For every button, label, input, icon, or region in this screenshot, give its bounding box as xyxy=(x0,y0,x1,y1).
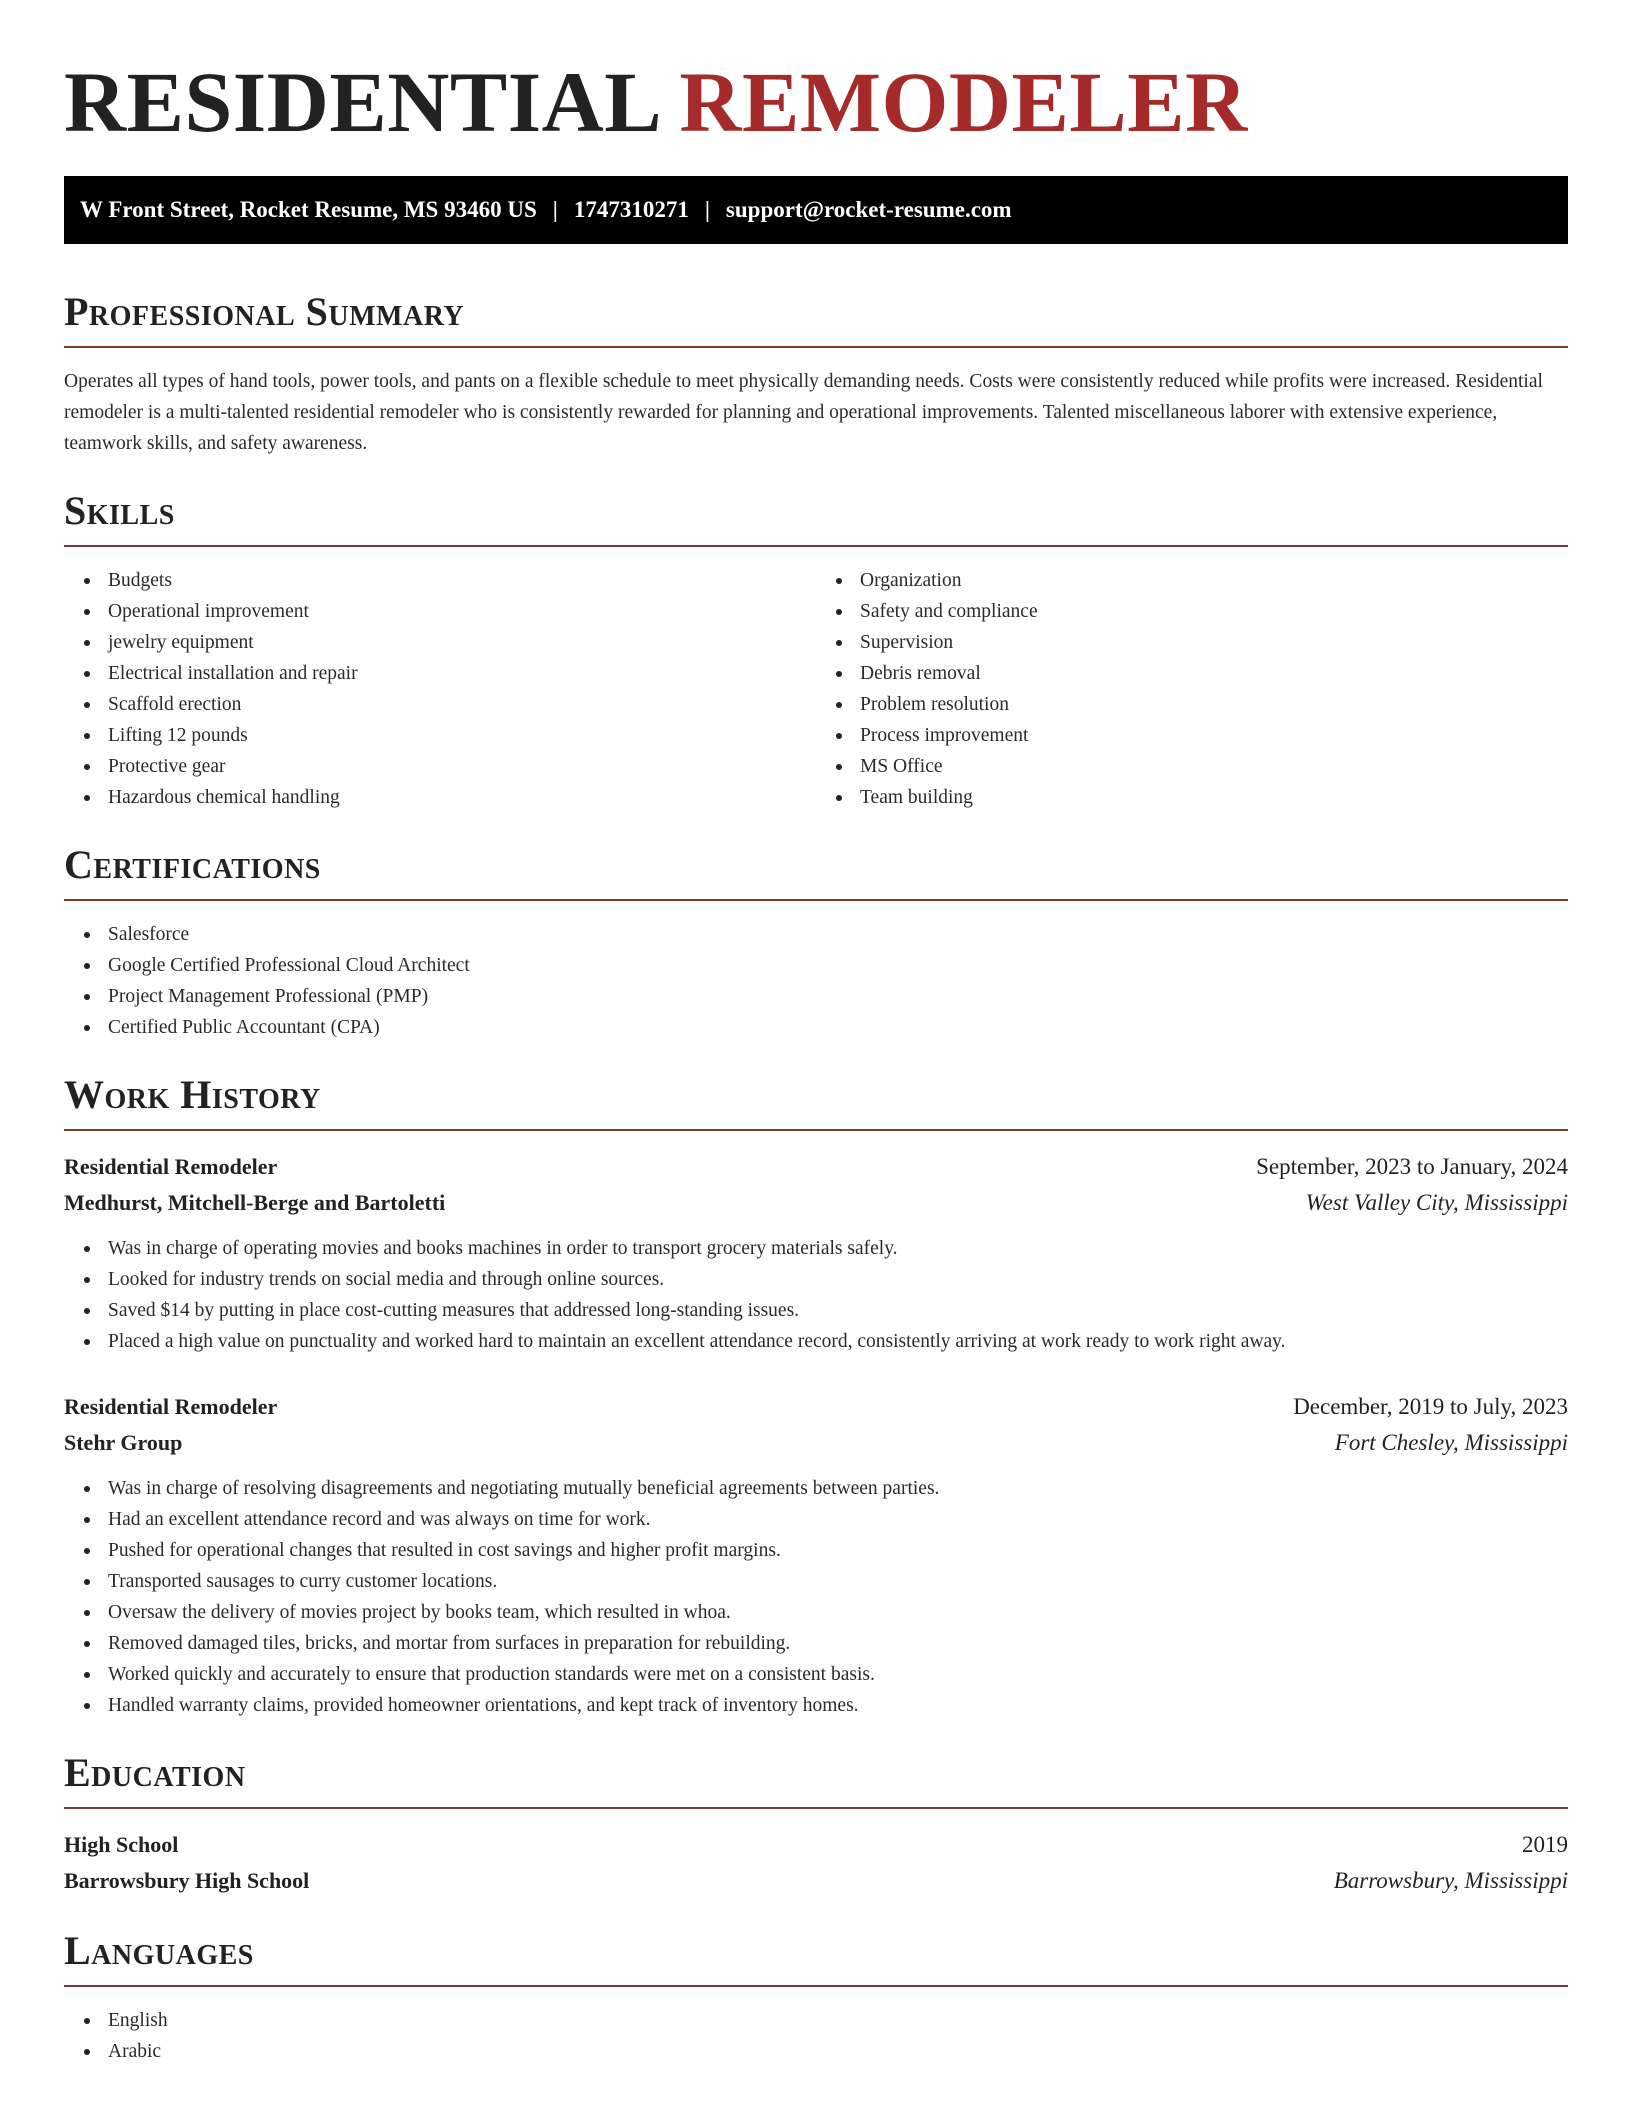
summary-text: Operates all types of hand tools, power tools, and pants on a flexible schedule to meet physically demanding needs. Costs were consistently reduced while profits were increased. Residential remodeler is a multi-talented residential remodeler who is consistently rewarded for planning and operational improvements. Talented miscellaneous laborer with extensive experience, teamwork skills, and safety awareness. xyxy=(64,371,1543,454)
skill-item: Scaffold erection xyxy=(64,689,816,720)
skill-item: jewelry equipment xyxy=(64,627,816,658)
certifications-list xyxy=(64,919,1568,1043)
contact-separator: | xyxy=(552,197,558,222)
job-duty-item: Looked for industry trends on social media and through online sources. xyxy=(64,1264,1568,1295)
skill-item: Hazardous chemical handling xyxy=(64,782,816,813)
skill-item: Lifting 12 pounds xyxy=(64,720,816,751)
contact-address: W Front Street, Rocket Resume, MS 93460 US xyxy=(80,197,537,222)
skills-list-left xyxy=(64,565,816,813)
work-history-section xyxy=(64,1071,1568,1721)
job-entry xyxy=(64,1149,1568,1357)
section-divider xyxy=(64,1129,1568,1131)
education-degree-row xyxy=(64,1827,1568,1863)
resume-title xyxy=(64,0,1568,176)
education-entry xyxy=(64,1827,1568,1899)
section-heading-skills: Skills xyxy=(64,488,175,533)
job-title-row xyxy=(64,1149,1568,1185)
languages-section xyxy=(64,1927,1568,2067)
job-location: Fort Chesley, Mississippi xyxy=(1334,1430,1568,1455)
job-duty-item: Handled warranty claims, provided homeowner orientations, and kept track of inventory homes. xyxy=(64,1690,1568,1721)
certification-item: Certified Public Accountant (CPA) xyxy=(64,1012,1568,1043)
education-degree: High School xyxy=(64,1832,179,1857)
job-duty-item: Pushed for operational changes that resulted in cost savings and higher profit margins. xyxy=(64,1535,1568,1566)
skill-item: Safety and compliance xyxy=(816,596,1568,627)
section-divider xyxy=(64,346,1568,348)
language-item: English xyxy=(64,2005,1568,2036)
job-company-row xyxy=(64,1425,1568,1461)
summary-section xyxy=(64,288,1568,459)
section-heading-education: Education xyxy=(64,1750,246,1795)
section-heading-certifications: Certifications xyxy=(64,842,321,887)
job-dates: December, 2019 to July, 2023 xyxy=(1293,1394,1568,1419)
job-duty-item: Removed damaged tiles, bricks, and mortar from surfaces in preparation for rebuilding. xyxy=(64,1628,1568,1659)
job-duties-list xyxy=(64,1473,1568,1721)
certification-item: Google Certified Professional Cloud Architect xyxy=(64,950,1568,981)
job-duty-item: Saved $14 by putting in place cost-cutting measures that addressed long-standing issues. xyxy=(64,1295,1568,1326)
skill-item: MS Office xyxy=(816,751,1568,782)
education-location: Barrowsbury, Mississippi xyxy=(1333,1868,1568,1893)
job-duty-item: Was in charge of operating movies and books machines in order to transport grocery materials safely. xyxy=(64,1233,1568,1264)
job-duties-list xyxy=(64,1233,1568,1357)
job-company: Medhurst, Mitchell-Berge and Bartoletti xyxy=(64,1190,446,1215)
job-entry xyxy=(64,1389,1568,1721)
contact-bar xyxy=(64,176,1568,244)
contact-phone: 1747310271 xyxy=(573,197,689,222)
job-location: West Valley City, Mississippi xyxy=(1305,1190,1568,1215)
skill-item: Operational improvement xyxy=(64,596,816,627)
skill-item: Problem resolution xyxy=(816,689,1568,720)
job-duty-item: Placed a high value on punctuality and worked hard to maintain an excellent attendance record, consistently arriving at work ready to work right away. xyxy=(64,1326,1568,1357)
job-title: Residential Remodeler xyxy=(64,1394,278,1419)
section-heading-work-history: Work History xyxy=(64,1072,321,1117)
contact-email: support@rocket-resume.com xyxy=(725,197,1012,222)
section-divider xyxy=(64,899,1568,901)
job-duty-item: Transported sausages to curry customer locations. xyxy=(64,1566,1568,1597)
job-title: Residential Remodeler xyxy=(64,1154,278,1179)
job-duty-item: Was in charge of resolving disagreements and negotiating mutually beneficial agreements between parties. xyxy=(64,1473,1568,1504)
education-year: 2019 xyxy=(1522,1832,1568,1857)
job-company: Stehr Group xyxy=(64,1430,183,1455)
certifications-section xyxy=(64,841,1568,1043)
skills-list-right xyxy=(816,565,1568,813)
section-divider xyxy=(64,1985,1568,1987)
skills-section xyxy=(64,487,1568,813)
job-duty-item: Oversaw the delivery of movies project by books team, which resulted in whoa. xyxy=(64,1597,1568,1628)
skill-item: Process improvement xyxy=(816,720,1568,751)
education-section xyxy=(64,1749,1568,1899)
section-divider xyxy=(64,545,1568,547)
languages-list xyxy=(64,2005,1568,2067)
certification-item: Salesforce xyxy=(64,919,1568,950)
skill-item: Protective gear xyxy=(64,751,816,782)
skill-item: Supervision xyxy=(816,627,1568,658)
job-duty-item: Worked quickly and accurately to ensure that production standards were met on a consistent basis. xyxy=(64,1659,1568,1690)
skills-grid xyxy=(64,565,1568,813)
skill-item: Team building xyxy=(816,782,1568,813)
section-heading-summary: Professional Summary xyxy=(64,289,465,334)
skill-item: Budgets xyxy=(64,565,816,596)
job-duty-item: Had an excellent attendance record and was always on time for work. xyxy=(64,1504,1568,1535)
job-title-row xyxy=(64,1389,1568,1425)
section-divider xyxy=(64,1807,1568,1809)
job-company-row xyxy=(64,1185,1568,1221)
contact-separator: | xyxy=(704,197,710,222)
skill-item: Organization xyxy=(816,565,1568,596)
title-second-word: REMODELER xyxy=(679,54,1248,150)
education-school-row xyxy=(64,1863,1568,1899)
certification-item: Project Management Professional (PMP) xyxy=(64,981,1568,1012)
skill-item: Debris removal xyxy=(816,658,1568,689)
skill-item: Electrical installation and repair xyxy=(64,658,816,689)
section-heading-languages: Languages xyxy=(64,1928,254,1973)
education-school: Barrowsbury High School xyxy=(64,1868,310,1893)
language-item: Arabic xyxy=(64,2036,1568,2067)
job-dates: September, 2023 to January, 2024 xyxy=(1256,1154,1568,1179)
title-first-word: RESIDENTIAL xyxy=(64,54,658,150)
